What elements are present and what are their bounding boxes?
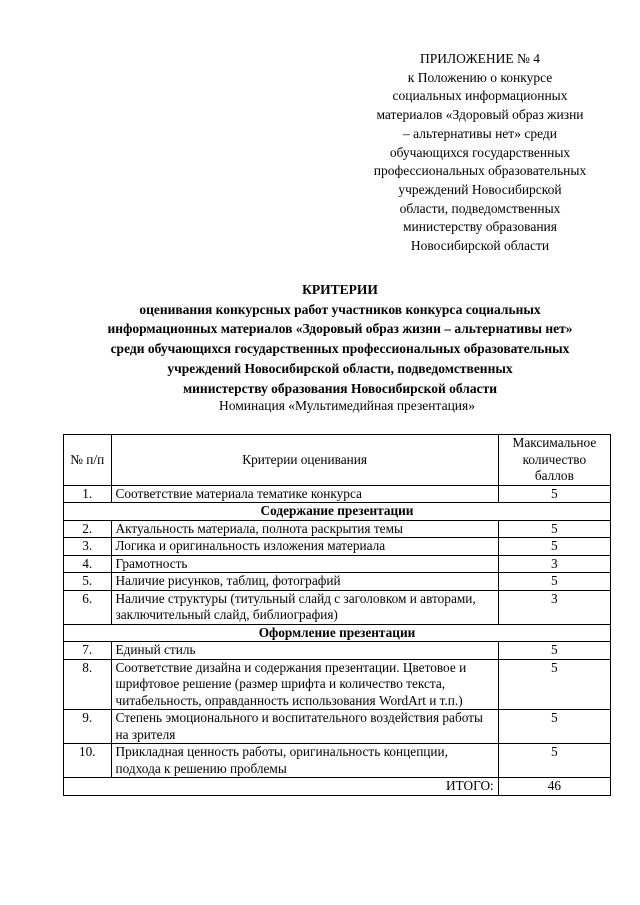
row-num: 10. bbox=[64, 744, 112, 778]
header-criteria: Критерии оценивания bbox=[111, 435, 498, 486]
appendix-line: к Положению о конкурсе bbox=[407, 69, 553, 85]
row-criterion: Единый стиль bbox=[111, 642, 498, 660]
title-line: учреждений Новосибирской области, подведомственных bbox=[167, 360, 513, 376]
row-score: 5 bbox=[498, 659, 610, 710]
row-criterion: Соответствие материала тематике конкурса bbox=[111, 485, 498, 503]
row-num: 2. bbox=[64, 520, 112, 538]
table-header-row bbox=[64, 435, 611, 486]
row-score: 3 bbox=[498, 590, 610, 624]
appendix-line: области, подведомственных bbox=[399, 200, 561, 216]
row-score: 5 bbox=[498, 485, 610, 503]
row-criterion: Прикладная ценность работы, оригинальность концепции, подхода к решению проблемы bbox=[111, 744, 498, 778]
row-score: 5 bbox=[498, 520, 610, 538]
table-row bbox=[64, 485, 611, 503]
section-title: Оформление презентации bbox=[64, 624, 611, 642]
title-line: оценивания конкурсных работ участников конкурса социальных bbox=[139, 301, 541, 317]
table-row bbox=[64, 590, 611, 624]
title-line: среди обучающихся государственных профессиональных образовательных bbox=[110, 341, 570, 357]
row-num: 7. bbox=[64, 642, 112, 660]
nomination-label: Номинация «Мультимедийная презентация» bbox=[219, 398, 475, 413]
header-num: № п/п bbox=[64, 435, 112, 486]
appendix-header bbox=[350, 50, 610, 256]
appendix-line: профессиональных образовательных bbox=[373, 163, 587, 179]
table-row bbox=[64, 538, 611, 556]
appendix-line: ПРИЛОЖЕНИЕ № 4 bbox=[419, 51, 541, 66]
row-num: 4. bbox=[64, 555, 112, 573]
table-row bbox=[64, 555, 611, 573]
row-criterion: Актуальность материала, полнота раскрытия темы bbox=[111, 520, 498, 538]
appendix-line: материалов «Здоровый образ жизни bbox=[376, 107, 584, 123]
table-row bbox=[64, 744, 611, 778]
total-label: ИТОГО: bbox=[64, 778, 499, 796]
row-criterion: Степень эмоционального и воспитательного воздействия работы на зрителя bbox=[111, 710, 498, 744]
row-score: 3 bbox=[498, 555, 610, 573]
appendix-line: Новосибирской области bbox=[410, 238, 550, 254]
row-criterion: Логика и оригинальность изложения материала bbox=[111, 538, 498, 556]
row-num: 9. bbox=[64, 710, 112, 744]
row-num: 5. bbox=[64, 573, 112, 591]
table-row bbox=[64, 642, 611, 660]
row-score: 5 bbox=[498, 710, 610, 744]
row-num: 6. bbox=[64, 590, 112, 624]
title-line: министерству образования Новосибирской области bbox=[182, 380, 498, 396]
table-row bbox=[64, 520, 611, 538]
title-line: информационных материалов «Здоровый образ жизни – альтернативы нет» bbox=[107, 321, 573, 337]
row-score: 5 bbox=[498, 642, 610, 660]
table-row bbox=[64, 659, 611, 710]
row-criterion: Грамотность bbox=[111, 555, 498, 573]
row-criterion: Соответствие дизайна и содержания презентации. Цветовое и шрифтовое решение (размер шрифта и количество текста, читабельность, оправданность использования WordArt и т.п.) bbox=[111, 659, 498, 710]
row-num: 8. bbox=[64, 659, 112, 710]
table-row bbox=[64, 573, 611, 591]
appendix-line: социальных информационных bbox=[392, 88, 568, 104]
table-row bbox=[64, 710, 611, 744]
appendix-line: учреждений Новосибирской bbox=[398, 181, 562, 197]
appendix-line: – альтернативы нет» среди bbox=[403, 125, 557, 141]
row-criterion: Наличие структуры (титульный слайд с заголовком и авторами, заключительный слайд, библиография) bbox=[111, 590, 498, 624]
criteria-table bbox=[63, 434, 611, 796]
appendix-line: министерству образования bbox=[403, 219, 557, 235]
row-score: 5 bbox=[498, 744, 610, 778]
title-heading: КРИТЕРИИ bbox=[302, 282, 378, 297]
section-title: Содержание презентации bbox=[64, 503, 611, 521]
section-row bbox=[64, 503, 611, 521]
row-score: 5 bbox=[498, 538, 610, 556]
total-row bbox=[64, 778, 611, 796]
total-value: 46 bbox=[498, 778, 610, 796]
row-criterion: Наличие рисунков, таблиц, фотографий bbox=[111, 573, 498, 591]
header-score: Максимальное количество баллов bbox=[498, 435, 610, 486]
row-num: 1. bbox=[64, 485, 112, 503]
row-score: 5 bbox=[498, 573, 610, 591]
document-title bbox=[40, 280, 640, 398]
row-num: 3. bbox=[64, 538, 112, 556]
appendix-line: обучающихся государственных bbox=[389, 144, 571, 160]
section-row bbox=[64, 624, 611, 642]
